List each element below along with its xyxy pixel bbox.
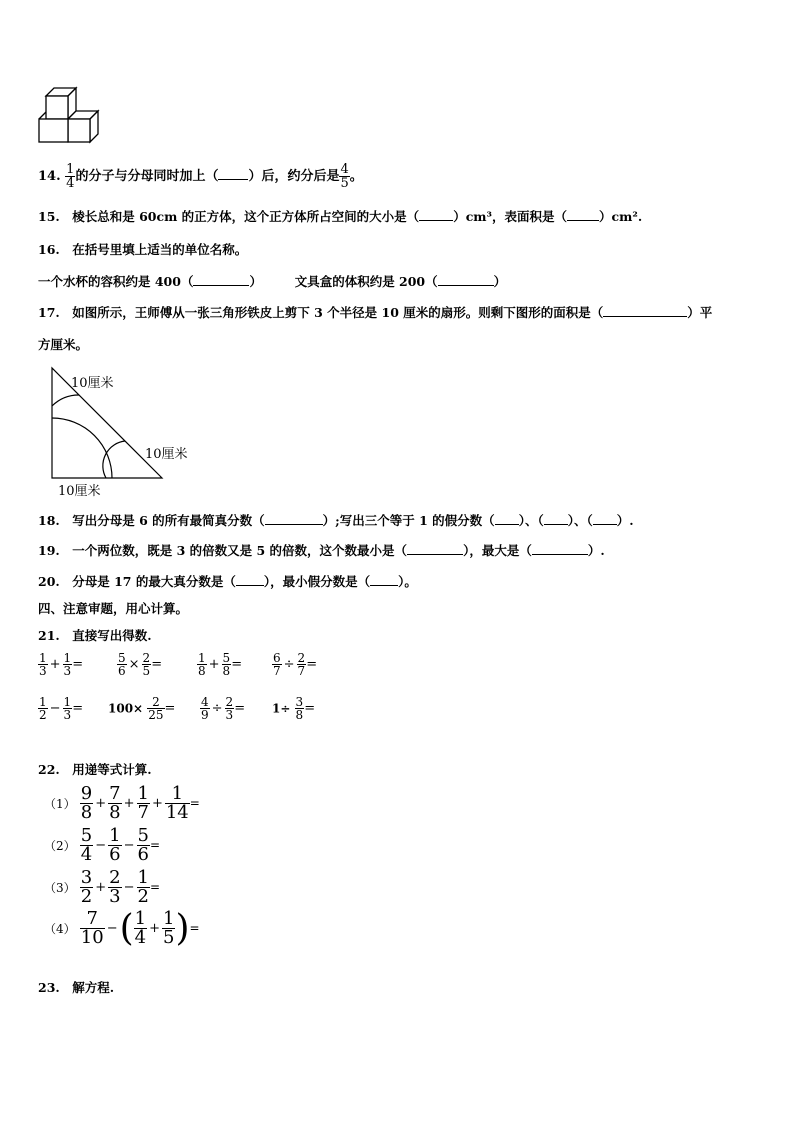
fraction: $\frac{1}{5}$: [163, 908, 175, 948]
fraction: $\frac{1}{3}$: [63, 695, 72, 722]
fraction: $\frac{1}{2}$: [39, 695, 47, 722]
calc-21-8: 1÷ $\frac{3}{8}$ =: [272, 695, 316, 722]
question-22-title: 22. 用递等式计算.: [38, 762, 152, 777]
calc-21-3: $\frac{1}{8}$ + $\frac{5}{8}$ =: [198, 651, 243, 678]
fraction: $\frac{5}{4}$: [80, 825, 93, 865]
calc-22-2: （2） $\frac{5}{4}$ − $\frac{1}{6}$ − $\frac{5}{6}$ =: [44, 825, 161, 865]
question-23-title: 23. 解方程.: [38, 980, 115, 995]
fraction: $\frac{5}{6}$: [137, 825, 149, 865]
fraction: $\frac{1}{2}$: [137, 867, 149, 907]
fraction: $\frac{5}{6}$: [118, 651, 126, 678]
calc-21-7: $\frac{4}{9}$ ÷ $\frac{2}{3}$ =: [201, 695, 246, 722]
question-17-cont: 方厘米。: [38, 337, 89, 352]
question-17: 17. 如图所示，王师傅从一张三角形铁皮上剪下 3 个半径是 10 厘米的扇形。则剩下图形的面积是（ ）平: [38, 305, 713, 320]
section-4-heading: 四、注意审题，用心计算。: [38, 601, 189, 616]
question-19: 19. 一个两位数，既是 3 的倍数又是 5 的倍数，这个数最小是（ ），最大是（ ）.: [38, 543, 605, 558]
calc-22-1: （1） $\frac{9}{8}$ + $\frac{7}{8}$ + $\frac{1}{7}$ + $\frac{1}{14}$ =: [44, 783, 200, 823]
fraction: $\frac{4}{5}$: [340, 162, 349, 191]
fraction: $\frac{1}{4}$: [134, 908, 147, 948]
fraction: $\frac{4}{9}$: [201, 695, 209, 722]
fraction: $\frac{2}{3}$: [225, 695, 234, 722]
fraction: $\frac{1}{4}$: [66, 162, 75, 191]
label-top-10cm: 10厘米: [71, 376, 114, 391]
question-15: 15. 棱长总和是 60cm 的正方体，这个正方体所占空间的大小是（ ）cm³，表面积是（ ）cm².: [38, 209, 643, 224]
fraction: $\frac{2}{5}$: [142, 651, 151, 678]
fraction: $\frac{1}{14}$: [165, 783, 189, 823]
fraction: $\frac{9}{8}$: [80, 783, 93, 823]
fraction: $\frac{1}{3}$: [39, 651, 47, 678]
question-16-items: 一个水杯的容积约是 400（ ） 文具盒的体积约是 200（ ）: [38, 274, 507, 289]
fraction: $\frac{1}{6}$: [109, 825, 121, 865]
calc-21-6: 100× $\frac{2}{25}$ =: [108, 695, 176, 722]
fraction: $\frac{2}{7}$: [297, 651, 306, 678]
question-20: 20. 分母是 17 的最大真分数是（ ），最小假分数是（ ）。: [38, 574, 417, 589]
fraction: $\frac{1}{8}$: [198, 651, 206, 678]
calc-22-3: （3） $\frac{3}{2}$ + $\frac{2}{3}$ − $\frac{1}{2}$ =: [44, 867, 161, 907]
question-18: 18. 写出分母是 6 的所有最简真分数（ ）;写出三个等于 1 的假分数（ ）、（ ）、（ ）.: [38, 513, 634, 528]
question-16-title: 16. 在括号里填上适当的单位名称。: [38, 242, 248, 257]
fraction: $\frac{3}{2}$: [80, 867, 93, 907]
question-14: 14. $\frac{1}{4}$ 的分子与分母同时加上（ ）后，约分后是 $\frac{4}{5}$ 。: [38, 162, 363, 191]
fraction: $\frac{7}{10}$: [80, 908, 104, 948]
fraction: $\frac{7}{8}$: [109, 783, 121, 823]
fraction: $\frac{2}{3}$: [109, 867, 121, 907]
fraction: $\frac{1}{7}$: [137, 783, 149, 823]
question-21-title: 21. 直接写出得数.: [38, 628, 152, 643]
triangle-figure: [44, 366, 204, 496]
calc-21-1: $\frac{1}{3}$ + $\frac{1}{3}$ =: [39, 651, 84, 678]
label-bottom-10cm: 10厘米: [58, 484, 101, 499]
calc-21-4: $\frac{6}{7}$ ÷ $\frac{2}{7}$ =: [273, 651, 318, 678]
label-right-10cm: 10厘米: [145, 447, 188, 462]
fraction: $\frac{2}{25}$: [148, 695, 164, 722]
calc-22-4: （4） $\frac{7}{10}$ −( $\frac{1}{4}$ + $\frac{1}{5}$ )=: [44, 908, 200, 949]
calc-21-5: $\frac{1}{2}$ − $\frac{1}{3}$ =: [39, 695, 84, 722]
fraction: $\frac{3}{8}$: [295, 695, 304, 722]
calc-21-2: $\frac{5}{6}$ × $\frac{2}{5}$ =: [118, 651, 163, 678]
cube-stack-figure: [36, 86, 102, 148]
fraction: $\frac{1}{3}$: [63, 651, 72, 678]
fraction: $\frac{5}{8}$: [222, 651, 231, 678]
fraction: $\frac{6}{7}$: [273, 651, 281, 678]
